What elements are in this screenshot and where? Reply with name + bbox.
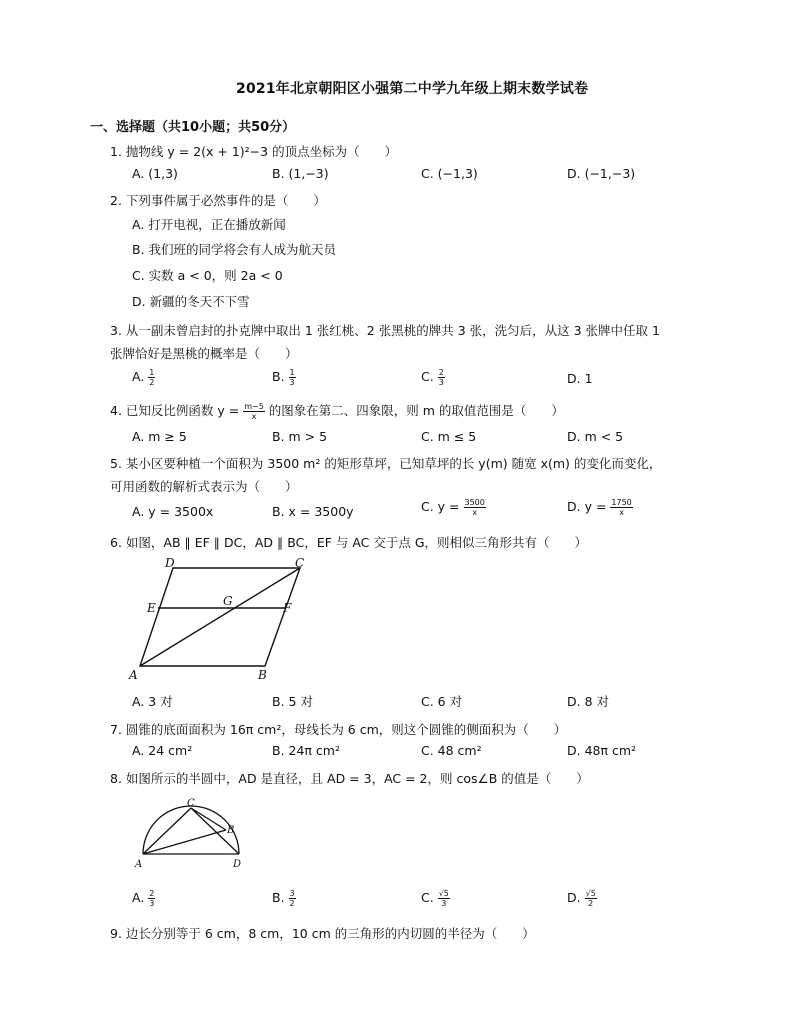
question-8-option-d[interactable] [567, 889, 597, 908]
option-a-label: A. [132, 369, 145, 384]
label-b: B [258, 668, 267, 682]
option-d-label: D. y = [567, 499, 611, 514]
fraction: $\frac{√5}{3}$ [438, 889, 449, 908]
question-6-option-b[interactable]: B. 5 对 [272, 694, 313, 709]
question-6-stem: 6. 如图，AB ∥ EF ∥ DC，AD ∥ BC，EF 与 AC 交于点 G，则相似三角形共有（ ） [110, 535, 588, 550]
question-4-option-b[interactable]: B. m > 5 [272, 429, 328, 444]
option-b-label: B. [272, 890, 285, 905]
fraction: $\frac{2}{3}$ [438, 368, 444, 387]
question-7-option-b[interactable]: B. 24π cm² [272, 743, 340, 758]
question-3-stem-line2: 张牌恰好是黑桃的概率是（ ） [110, 346, 298, 361]
fraction: $\frac{3500}{x}$ [464, 498, 485, 517]
question-4-stem: 4. 已知反比例函数 y = $\frac{m-5}{x}$ 的图象在第二、四象限，则 m 的取值范围是（ ） [110, 402, 564, 421]
question-1-option-b[interactable]: B. (1,−3) [272, 166, 329, 181]
question-4-option-d[interactable]: D. m < 5 [567, 429, 624, 444]
question-4-option-c[interactable]: C. m ≤ 5 [421, 429, 477, 444]
segment-cb [191, 808, 226, 830]
option-c-label: C. y = [421, 499, 464, 514]
question-6-option-a[interactable]: A. 3 对 [132, 694, 173, 709]
question-7-stem: 7. 圆锥的底面面积为 16π cm²，母线长为 6 cm，则这个圆锥的侧面积为（ ） [110, 722, 567, 737]
option-a-label: A. [132, 890, 145, 905]
question-5-option-b[interactable]: B. x = 3500y [272, 504, 354, 519]
semicircle-figure [133, 797, 248, 872]
label-f: F [283, 601, 292, 615]
question-7-option-a[interactable]: A. 24 cm² [132, 743, 193, 758]
question-1-option-d[interactable]: D. (−1,−3) [567, 166, 636, 181]
question-3-option-d[interactable]: D. 1 [567, 371, 593, 386]
question-5-option-c[interactable] [421, 498, 486, 517]
question-5-stem: 5. 某小区要种植一个面积为 3500 m² 的矩形草坪，已知草坪的长 y(m) 随宽 x(m) 的变化而变化， [110, 456, 662, 471]
question-7-option-d[interactable]: D. 48π cm² [567, 743, 637, 758]
question-3-option-b[interactable] [272, 368, 296, 387]
fraction: $\frac{√5}{2}$ [585, 889, 596, 908]
option-d-label: D. [567, 890, 581, 905]
fraction: $\frac{m-5}{x}$ [244, 402, 264, 421]
label-c: C [295, 556, 305, 570]
question-1-option-c[interactable]: C. (−1,3) [421, 166, 478, 181]
question-6-option-d[interactable]: D. 8 对 [567, 694, 609, 709]
section-heading: 一、选择题（共10小题；共50分） [90, 120, 296, 135]
question-8-option-b[interactable] [272, 889, 296, 908]
question-2-option-c[interactable]: C. 实数 a < 0，则 2a < 0 [132, 268, 283, 283]
question-8-stem: 8. 如图所示的半圆中，AD 是直径，且 AD = 3，AC = 2，则 cos∠B 的值是（ ） [110, 771, 589, 786]
question-1-stem: 1. 抛物线 y = 2(x + 1)²−3 的顶点坐标为（ ） [110, 144, 398, 159]
question-2-stem: 2. 下列事件属于必然事件的是（ ） [110, 193, 326, 208]
question-6-option-c[interactable]: C. 6 对 [421, 694, 463, 709]
question-2-option-b[interactable]: B. 我们班的同学将会有人成为航天员 [132, 242, 337, 257]
question-5-option-a[interactable]: A. y = 3500x [132, 504, 214, 519]
question-7-option-c[interactable]: C. 48 cm² [421, 743, 482, 758]
fraction: $\frac{1}{3}$ [289, 368, 295, 387]
question-8-option-a[interactable] [132, 889, 155, 908]
label-d: D [233, 859, 242, 870]
question-2-option-d[interactable]: D. 新疆的冬天不下雪 [132, 294, 250, 309]
question-2-option-a[interactable]: A. 打开电视，正在播放新闻 [132, 217, 286, 232]
label-g: G [223, 594, 233, 608]
label-b: B [227, 825, 235, 836]
fraction: $\frac{1}{2}$ [149, 368, 155, 387]
question-5-option-d[interactable] [567, 498, 633, 517]
page-title: 2021年北京朝阳区小强第二中学九年级上期末数学试卷 [236, 81, 589, 97]
question-8-option-c[interactable] [421, 889, 450, 908]
label-e: E [147, 601, 156, 615]
label-a: A [129, 668, 138, 682]
diagonal-ac [140, 568, 300, 666]
question-5-stem-line2: 可用函数的解析式表示为（ ） [110, 479, 298, 494]
fraction: $\frac{3}{2}$ [289, 889, 295, 908]
question-3-option-c[interactable] [421, 368, 445, 387]
question-3-option-a[interactable] [132, 368, 155, 387]
fraction: $\frac{1750}{x}$ [611, 498, 632, 517]
fraction: $\frac{2}{3}$ [149, 889, 155, 908]
option-b-label: B. [272, 369, 285, 384]
option-c-label: C. [421, 369, 434, 384]
option-c-label: C. [421, 890, 434, 905]
parallelogram-figure [125, 553, 325, 683]
label-a: A [135, 859, 143, 870]
label-c: C [187, 798, 195, 809]
label-d: D [165, 556, 175, 570]
question-9-stem: 9. 边长分别等于 6 cm，8 cm，10 cm 的三角形的内切圆的半径为（ ） [110, 926, 535, 941]
question-3-stem: 3. 从一副未曾启封的扑克牌中取出 1 张红桃、2 张黑桃的牌共 3 张，洗匀后，从这 3 张牌中任取 1 [110, 323, 660, 338]
question-1-option-a[interactable]: A. (1,3) [132, 166, 178, 181]
question-4-option-a[interactable]: A. m ≥ 5 [132, 429, 187, 444]
